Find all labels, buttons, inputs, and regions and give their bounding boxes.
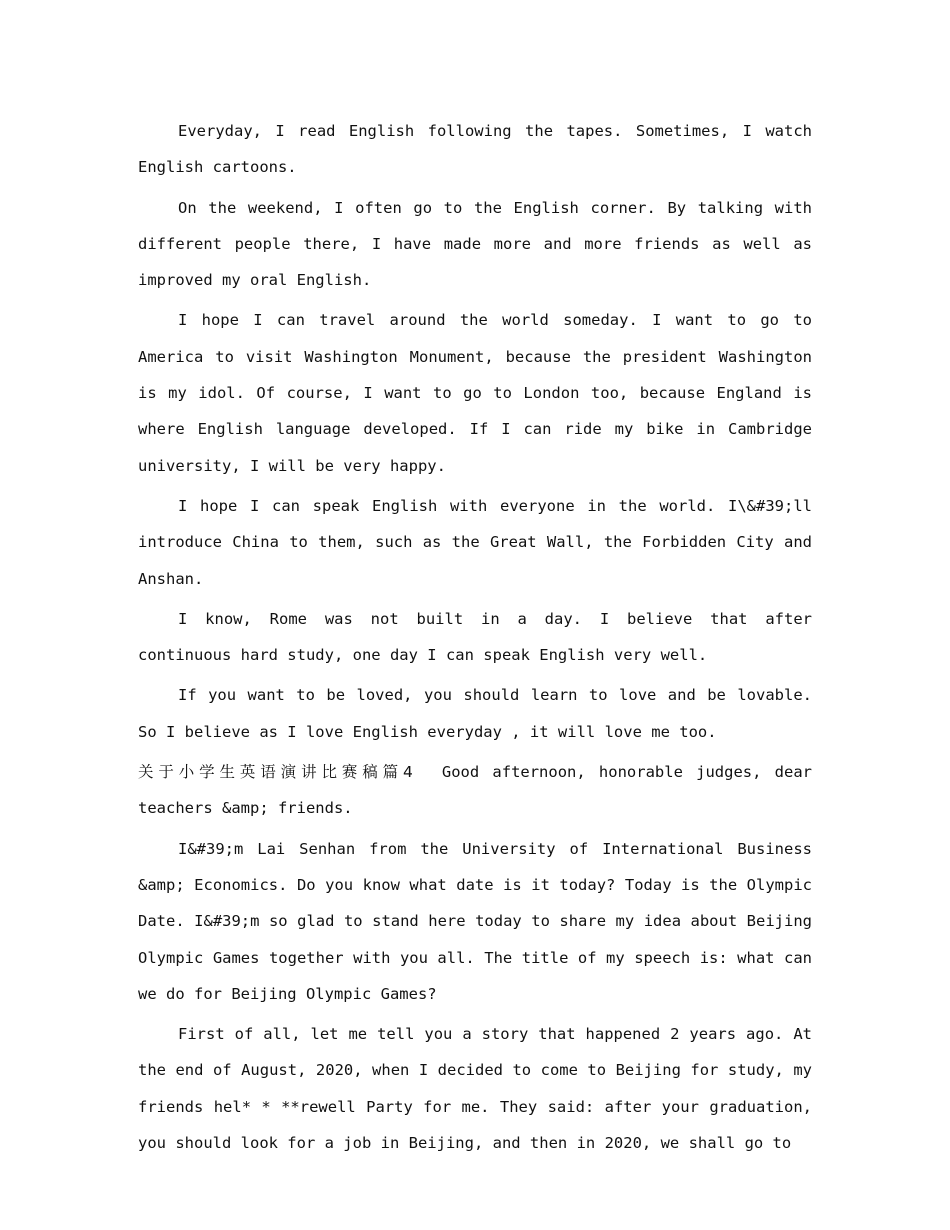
paragraph-travel: I hope I can travel around the world someday. I want to go to America to visit Washington Monument, because the president Washington is my idol. Of course, I want to go to London too, because England is where English language developed. If I can ride my bike in Cambridge university, I will be very happy. [138, 311, 812, 475]
paragraph-english-corner: On the weekend, I often go to the English corner. By talking with different people there, I have made more and more friends as well as improved my oral English. [138, 198, 812, 290]
document-page [138, 113, 812, 1165]
section-heading-paragraph [138, 754, 812, 827]
paragraph-introduction: I&#39;m Lai Senhan from the University of International Business &amp; Economics. Do you know what date is it today? Today is the Olympic Date. I&#39;m so glad to stand here today to share my idea about Beijing Olympic Games together with you all. The title of my speech is: what can we do for Beijing Olympic Games? [138, 839, 812, 1003]
paragraph-reading: Everyday, I read English following the tapes. Sometimes, I watch English cartoons. [138, 122, 812, 177]
section-heading: 关于小学生英语演讲比赛稿篇4 [138, 763, 414, 782]
section-opening: Good afternoon, honorable judges, dear teachers &amp; friends. [138, 763, 813, 818]
paragraph-love-english: If you want to be loved, you should learn to love and be lovable. So I believe as I love English everyday , it will love me too. [138, 686, 812, 741]
paragraph-story: First of all, let me tell you a story that happened 2 years ago. At the end of August, 2020, when I decided to come to Beijing for study, my friends hel* * **rewell Party for me. They said: after your graduation, you should look for a job in Beijing, and then in 2020, we shall go to [138, 1025, 812, 1153]
paragraph-speak-with-everyone: I hope I can speak English with everyone in the world. I\&#39;ll introduce China to them, such as the Great Wall, the Forbidden City and Anshan. [138, 496, 812, 588]
paragraph-rome: I know, Rome was not built in a day. I believe that after continuous hard study, one day I can speak English very well. [138, 609, 812, 665]
